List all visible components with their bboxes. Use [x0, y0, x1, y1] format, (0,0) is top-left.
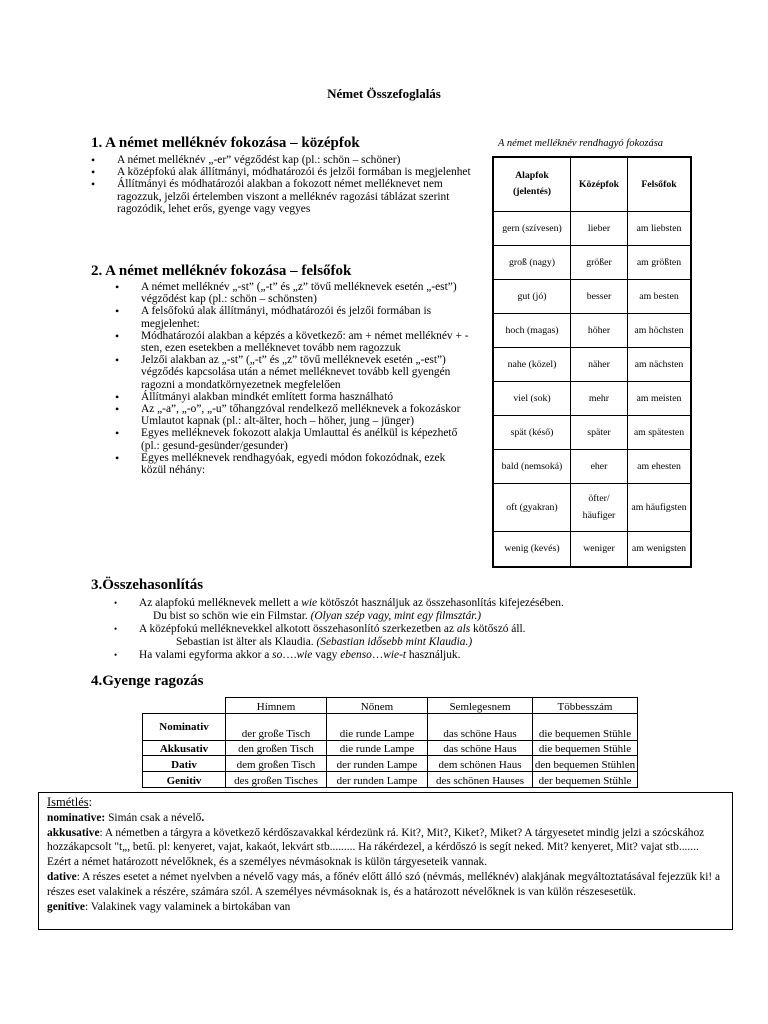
table-cell: öfter/ häufiger — [571, 483, 628, 531]
keyword: als — [456, 623, 471, 635]
table-cell: des schönen Hauses — [428, 772, 533, 788]
column-header: Nőnem — [327, 698, 428, 714]
column-header: Alapfok (jelentés) — [493, 157, 571, 211]
table-header-row — [493, 157, 691, 211]
section-2-list — [115, 281, 471, 476]
case-label: nominative: — [47, 811, 106, 824]
list-item: • Állítmányi alakban mindkét említett forma használható — [115, 391, 471, 403]
table-row — [143, 756, 638, 772]
section-4-heading-text: 4.Gyenge ragozás — [91, 673, 204, 689]
table-cell: lieber — [571, 211, 628, 245]
table-row — [493, 531, 691, 567]
recap-title — [47, 795, 724, 810]
table-row — [143, 741, 638, 756]
case-label: dative — [47, 870, 77, 883]
text: A középfokú melléknevekkel alkotott összehasonlító szerkezetben az — [139, 623, 457, 635]
table-cell: bald (nemsoká) — [493, 449, 571, 483]
table-row — [493, 279, 691, 313]
table-row — [493, 313, 691, 347]
table-cell: der bequemen Stühle — [533, 772, 638, 788]
table-cell: am nächsten — [628, 347, 692, 381]
case-description: : Valakinek vagy valaminek a birtokában van — [84, 900, 291, 913]
text: Ha valami egyforma akkor a — [139, 649, 273, 661]
table-cell: größer — [571, 245, 628, 279]
recap-akkusative — [47, 826, 724, 870]
case-description: : A részes esetet a német nyelvben a névelő vagy más, a főnév előtt álló szó (névmás, melléknév) alakjának megváltoztatásával fejezzük ki! a részes eset valakinek a részére, számára szól. A személyes névmásoknak is, és a határozott névelőknek is van külön részesesetük. — [47, 870, 721, 898]
corner-cell — [143, 698, 226, 714]
row-header: Akkusativ — [143, 741, 226, 756]
table-cell: der große Tisch — [226, 714, 327, 741]
text: vagy — [312, 649, 341, 661]
table-cell: weniger — [571, 531, 628, 567]
case-label: akkusative — [47, 826, 100, 839]
recap-dative — [47, 870, 724, 900]
list-item: • A német melléknév „-st” („-t” és „z” tövű melléknevek esetén „-est”) végződést kap (pl.: schön – schönsten) — [115, 281, 471, 305]
list-item: • Egyes melléknevek rendhagyóak, egyedi módon fokozódnak, ezek közül néhány: — [115, 452, 471, 476]
table-row — [143, 714, 638, 741]
table-cell: viel (sok) — [493, 381, 571, 415]
table-cell: der runden Lampe — [327, 772, 428, 788]
table-cell: näher — [571, 347, 628, 381]
list-item: • Állítmányi és módhatározói alakban a fokozott német melléknevet nem ragozzuk, jelzői értelemben viszont a melléknév ragozási táblázat szerint ragozódik, lehet erős, gyenge vagy vegyes — [91, 178, 471, 215]
hungarian-translation: (Sebastian idősebb mint Klaudia.) — [316, 636, 473, 648]
recap-genitive — [47, 900, 724, 915]
table-row — [143, 772, 638, 788]
section-1-list — [91, 154, 471, 215]
table-cell: die runde Lampe — [327, 714, 428, 741]
irregular-comparison-table — [492, 156, 692, 568]
case-label: genitive — [47, 900, 85, 913]
table-cell: besser — [571, 279, 628, 313]
table-cell: die runde Lampe — [327, 741, 428, 756]
table-row — [493, 381, 691, 415]
table-cell: die bequemen Stühle — [533, 741, 638, 756]
section-3 — [91, 577, 691, 662]
table-cell: am liebsten — [628, 211, 692, 245]
recap-title-text: Ismétlés — [47, 795, 89, 809]
table-row — [493, 483, 691, 531]
list-item: • A felsőfokú alak állítmányi, módhatározói és jelzői formában is megjelenhet: — [115, 305, 471, 329]
recap-nominative — [47, 811, 724, 826]
list-item — [91, 597, 691, 623]
section-4-heading — [91, 673, 203, 690]
keyword: ebenso — [340, 649, 372, 661]
example-sentence — [139, 610, 691, 623]
section-3-heading: 3.Összehasonlítás — [91, 577, 204, 593]
keyword: wie — [301, 597, 318, 609]
list-item — [91, 649, 691, 662]
table-cell: den großen Tisch — [226, 741, 327, 756]
text: kötőszó áll. — [470, 623, 526, 635]
example-sentence — [139, 636, 691, 649]
list-item — [91, 623, 691, 649]
table-row — [493, 211, 691, 245]
list-item: • Egyes melléknevek fokozott alakja Umlauttal és anélkül is képezhető (pl.: gesund-gesünder/gesunder) — [115, 427, 471, 451]
german-example: Du bist so schön wie ein Filmstar. — [153, 610, 311, 622]
column-header: Semlegesnem — [428, 698, 533, 714]
table-cell: am häufigsten — [628, 483, 692, 531]
table-cell: dem schönen Haus — [428, 756, 533, 772]
table-cell: der runden Lampe — [327, 756, 428, 772]
table-cell: eher — [571, 449, 628, 483]
table-row — [493, 245, 691, 279]
table-row — [493, 415, 691, 449]
table-cell: am ehesten — [628, 449, 692, 483]
keyword: wie — [296, 649, 313, 661]
hungarian-translation: (Olyan szép vagy, mint egy filmsztár.) — [310, 610, 482, 622]
table-cell: später — [571, 415, 628, 449]
table-cell: wenig (kevés) — [493, 531, 571, 567]
column-header: Hímnem — [226, 698, 327, 714]
section-1-heading: 1. A német melléknév fokozása – középfok — [91, 135, 360, 151]
page-title: Német Összefoglalás — [327, 86, 441, 101]
table-cell: oft (gyakran) — [493, 483, 571, 531]
list-item: • Jelzői alakban az „-st” („-t” és „z” tövű melléknevek esetén „-est”) végződés kapcsolása után a német melléknevet tovább kell gyengén ragozni a mondatkörnyezetnek megfelelően — [115, 354, 471, 391]
text: használjuk. — [406, 649, 461, 661]
punctuation: . — [201, 811, 205, 824]
table-cell: am besten — [628, 279, 692, 313]
recap-box — [38, 792, 733, 930]
column-header: Többesszám — [533, 698, 638, 714]
column-header: Középfok — [571, 157, 628, 211]
table-cell: dem großen Tisch — [226, 756, 327, 772]
table-cell: hoch (magas) — [493, 313, 571, 347]
table-cell: nahe (közel) — [493, 347, 571, 381]
case-description: Simán csak a névelő — [105, 811, 202, 824]
table-cell: höher — [571, 313, 628, 347]
list-item: • A német melléknév „-er” végződést kap (pl.: schön – schöner) — [91, 154, 471, 166]
column-header: Felsőfok — [628, 157, 692, 211]
keyword: wie-t — [383, 649, 407, 661]
list-item: • A középfokú alak állítmányi, módhatározói és jelzői formában is megjelenhet — [91, 166, 471, 178]
section-2-heading: 2. A német melléknév fokozása – felsőfok — [91, 263, 352, 279]
irregular-table-caption: A német melléknév rendhagyó fokozása — [498, 138, 664, 149]
section-2 — [91, 263, 471, 476]
case-description: : A németben a tárgyra a következő kérdőszavakkal kérdezünk rá. Kit?, Mit?, Kiket?, Miket? A tárgyesetet mindig jelzi a szócskához hozzákapcsolt "t„, betű. pl: kenyeret, vajat, kakaót, lekvárt stb......... Ha rákérdezel, a kérdőszó is segít neked. Mit? kenyeret, Mit? vajat stb....... Ezért a német határozott névelőknek, és a személyes névmásoknak is külön tárgyeseteik vannak. — [47, 826, 705, 869]
row-header: Dativ — [143, 756, 226, 772]
recap-title-colon: : — [88, 795, 93, 809]
table-cell: gut (jó) — [493, 279, 571, 313]
text: … — [371, 649, 384, 661]
german-example: Sebastian ist älter als Klaudia. — [176, 636, 317, 648]
table-header-row — [143, 698, 638, 714]
text: …. — [282, 649, 297, 661]
table-cell: das schöne Haus — [428, 741, 533, 756]
table-cell: des großen Tisches — [226, 772, 327, 788]
table-cell: mehr — [571, 381, 628, 415]
weak-declension-table — [142, 697, 638, 788]
table-cell: groß (nagy) — [493, 245, 571, 279]
keyword: so — [272, 649, 283, 661]
table-cell: am spätesten — [628, 415, 692, 449]
table-cell: die bequemen Stühle — [533, 714, 638, 741]
section-1 — [91, 135, 471, 215]
table-cell: gern (szívesen) — [493, 211, 571, 245]
text: Az alapfokú melléknevek mellett a — [139, 597, 302, 609]
table-cell: am wenigsten — [628, 531, 692, 567]
row-header: Genitiv — [143, 772, 226, 788]
list-item: • Módhatározói alakban a képzés a következő: am + német melléknév + -sten, ezen esetekben a melléknevet tovább nem ragozzuk — [115, 330, 471, 354]
table-cell: am höchsten — [628, 313, 692, 347]
section-3-list — [91, 597, 691, 662]
table-cell: den bequemen Stühlen — [533, 756, 638, 772]
text: kötőszót használjuk az összehasonlítás kifejezésében. — [317, 597, 564, 609]
table-row — [493, 449, 691, 483]
table-cell: am größten — [628, 245, 692, 279]
table-cell: spät (késő) — [493, 415, 571, 449]
table-cell: am meisten — [628, 381, 692, 415]
table-cell: das schöne Haus — [428, 714, 533, 741]
row-header: Nominativ — [143, 714, 226, 741]
table-row — [493, 347, 691, 381]
list-item: • Az „-a”, „-o”, „-u” tőhangzóval rendelkező melléknevek a fokozáskor Umlautot kapnak (pl.: alt-älter, hoch – höher, jung – jünger) — [115, 403, 471, 427]
